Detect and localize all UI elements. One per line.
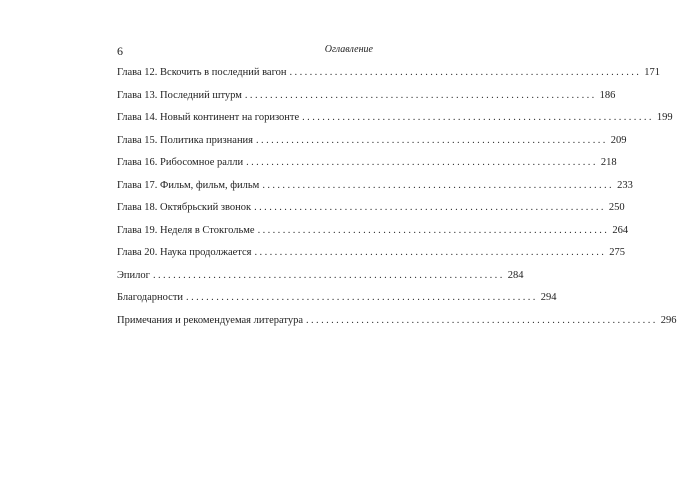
toc-entry-title: Глава 13. Последний штурм (117, 89, 242, 101)
toc-leader-dots: ...................................................................... (246, 157, 598, 168)
toc-entry (117, 202, 625, 225)
toc-entry-page: 250 (608, 202, 625, 213)
toc-leader-dots: ...................................................................... (306, 314, 658, 326)
toc-leader-dots: ...................................................................... (244, 89, 597, 101)
toc-entry (117, 292, 557, 315)
toc-entry-title: Примечания и рекомендуемая литература (117, 314, 303, 326)
toc-entry-title: Благодарности (117, 292, 184, 303)
toc-entry-title: Эпилог (117, 269, 150, 281)
toc-entry-page: 296 (660, 314, 677, 326)
toc-entry (117, 314, 677, 338)
toc-entry (117, 134, 627, 158)
toc-entry-page: 264 (612, 224, 629, 236)
toc-entry-title: Глава 20. Наука продолжается (117, 247, 252, 258)
toc-entry-page: 171 (644, 67, 661, 78)
toc-entry (117, 89, 616, 113)
toc-entry-page: 209 (610, 134, 627, 146)
running-head: Оглавление (324, 44, 373, 55)
toc-entry-title: Глава 18. Октябрьский звонок (117, 202, 252, 213)
toc-leader-dots: ...................................................................... (186, 292, 538, 303)
toc-leader-dots: ...................................................................... (254, 247, 607, 258)
toc-entry (117, 67, 661, 90)
toc-entry-page: 275 (609, 247, 626, 258)
toc-leader-dots: ...................................................................... (152, 269, 505, 281)
toc-entry-page: 233 (617, 179, 633, 191)
toc-leader-dots: ...................................................................... (257, 224, 610, 236)
toc-entry-page: 284 (507, 269, 524, 281)
toc-entry-title: Глава 17. Фильм, фильм, фильм (117, 179, 260, 191)
toc-entry (117, 157, 617, 180)
toc-entry-title: Глава 19. Неделя в Стокгольме (117, 224, 255, 236)
toc-leader-dots: ...................................................................... (289, 67, 642, 78)
toc-entry-page: 294 (540, 292, 557, 303)
toc-leader-dots: ...................................................................... (302, 112, 654, 123)
toc-entry (117, 269, 524, 293)
toc-leader-dots: ...................................................................... (262, 179, 615, 191)
toc-entry-page: 199 (656, 112, 673, 123)
toc-entry (117, 224, 629, 248)
page-number: 6 (117, 44, 123, 58)
toc-entry-page: 186 (599, 89, 616, 101)
toc-entry-page: 218 (600, 157, 617, 168)
toc-leader-dots: ...................................................................... (256, 134, 608, 146)
toc-entry-title: Глава 15. Политика признания (117, 134, 254, 146)
toc-entry (117, 112, 673, 135)
toc-leader-dots: ...................................................................... (254, 202, 606, 213)
toc-entry-title: Глава 12. Вскочить в последний вагон (117, 67, 287, 78)
table-of-contents (117, 67, 677, 337)
toc-entry-title: Глава 16. Рибосомное ралли (117, 157, 244, 168)
toc-entry (117, 247, 626, 270)
toc-entry (117, 179, 633, 203)
toc-entry-title: Глава 14. Новый континент на горизонте (117, 112, 300, 123)
